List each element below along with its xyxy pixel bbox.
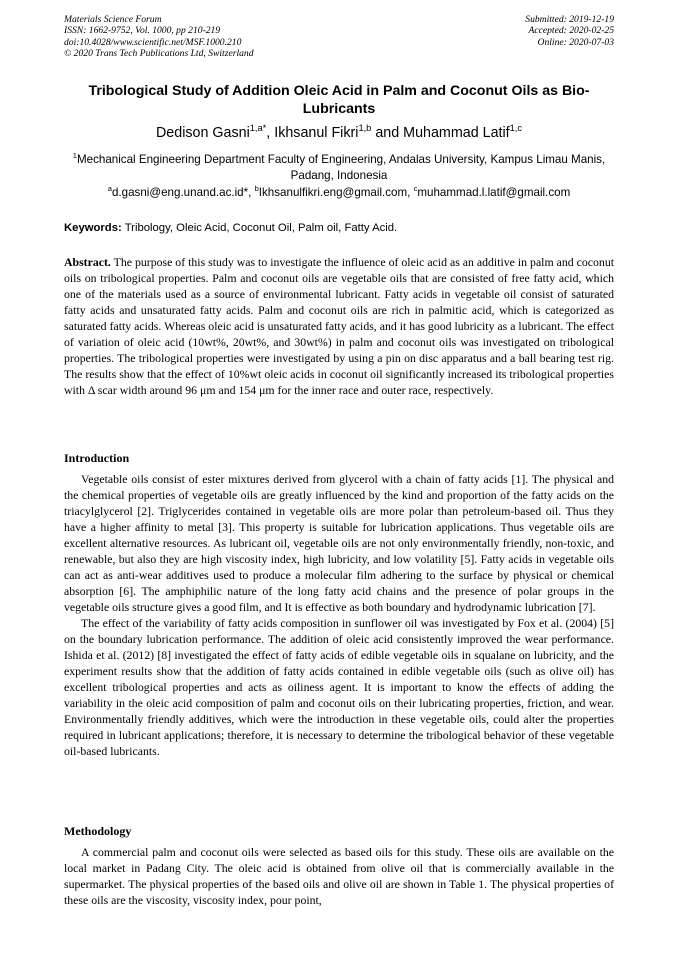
journal-name: Materials Science Forum [64, 14, 162, 25]
methodology-section [64, 844, 614, 908]
submitted-date: Submitted: 2019-12-19 [525, 14, 614, 25]
paragraph: The effect of the variability of fatty acids composition in sunflower oil was investigated by Fox et al. (2004) [5] on the boundary lubrication performance. The addition of oleic acid consistently improved the wear performance. Ishida et al. (2012) [8] investigated the effect of fatty acids of edible vegetable oils in squalane on lubricity, and the experiment results show that the addition of fatty acids contained in edible vegetable oils (such as olive oil) has excellent tribological properties and acts as oiliness agent. It is important to know the effects of adding the variability in the oleic acid composition of palm and coconut oils on their lubricating properties, friction, and wear. Environmentally friendly additives, which were the introduction in these vegetable oils, could alter the properties required in lubricant applications; therefore, it is necessary to determine the tribological behavior of these vegetable oil-based lubricants. [64, 616, 614, 758]
section-heading-methodology: Methodology [64, 824, 132, 838]
author-affil-mark: 1,c [509, 123, 523, 134]
section-heading-introduction: Introduction [64, 451, 130, 465]
keywords [64, 221, 614, 235]
author-separator: , [266, 125, 275, 141]
abstract-text: The purpose of this study was to investigate the influence of oleic acid as an additive in palm and coconut oils on tribological properties. Palm and coconut oils are vegetable oils that are consisted of free fatty acid, which one of the materials used as a source of environmental lubricant. Fatty acids in vegetable oil consist of saturated fatty acids and unsaturated fatty acids. Palm and coconut oils are rich in palmitic acid, which is categorized as saturated fatty acids. Whereas oleic acid is unsaturated fatty acids, and it has good lubricity as a lubricant. The effect of variation of oleic acid (10wt%, 20wt%, and 30wt%) in palm and coconut oils was investigated on tribological properties. The tribological properties were investigated by using a pin on disc apparatus and a ball bearing test rig. The results show that the effect of 10%wt oleic acids in coconut oil significantly increased its tribological properties with Δ scar width around 96 μm and 154 μm for the inner race and outer race, respectively. [64, 255, 614, 397]
affiliation [64, 152, 614, 183]
paragraph: A commercial palm and coconut oils were selected as based oils for this study. These oils are available on the local market in Padang City. The oleic acid is obtained from olive oil that is commercially available in the supermarket. The physical properties of the based oils and olive oil are shown in Table 1. The physical properties of these oils are the viscosity, viscosity index, pour point, [64, 845, 614, 907]
abstract-label: Abstract. [64, 255, 111, 269]
journal-doi: doi:10.4028/www.scientific.net/MSF.1000.210 [64, 36, 242, 48]
email-mark: c [413, 184, 418, 194]
author-name: Dedison Gasni [155, 125, 250, 141]
email-mark: b [254, 184, 259, 194]
author-name: Muhammad Latif [403, 125, 510, 141]
email-address[interactable]: Ikhsanulfikri.eng@gmail.com, [258, 186, 414, 199]
journal-issn: ISSN: 1662-9752, Vol. 1000, pp 210-219 [64, 25, 221, 37]
paragraph: Vegetable oils consist of ester mixtures derived from glycerol with a chain of fatty acids [1]. The physical and the chemical properties of vegetable oils are greatly influenced by the kind and proportion of the fatty acids on the triacylglycerol [2]. Triglycerides contained in vegetable oils are more polar than petroleum-based oil. Thus they have a higher affinity to metal [3]. This property is suitable for lubrication applications. Thus vegetable oils are excellent alternative resources. As lubricant oil, vegetable oils are not only environmentally friendly, non-toxic, and renewable, but also they are high viscosity index, high lubricity, and low volatility [5]. Fatty acids in vegetable oils can act as anti-wear additives used to produce a molecular film adhering to the surface by physical or chemical absorption [6]. The amphiphilic nature of the long fatty acid chains and the presence of polar groups in the vegetable oils structure gives a good film, and It is effective as both boundary and hydrodynamic lubrication [7]. [64, 472, 614, 614]
author-separator: and [371, 125, 404, 141]
author-affil-mark: 1,a* [249, 123, 267, 134]
author-name: Ikhsanul Fikri [274, 125, 359, 141]
author-affil-mark: 1,b [358, 123, 372, 134]
paper-title: Tribological Study of Addition Oleic Acid in Palm and Coconut Oils as Bio-Lubricants [88, 83, 590, 117]
accepted-date: Accepted: 2020-02-25 [528, 25, 614, 37]
affiliation-mark: 1 [72, 151, 77, 161]
affiliation-text: Mechanical Engineering Department Faculty of Engineering, Andalas University, Kampus Limau Manis, Padang, Indonesia [76, 153, 606, 182]
keywords-label: Keywords: [64, 222, 122, 234]
email-address[interactable]: muhammad.l.latif@gmail.com [417, 186, 571, 199]
introduction-section [64, 471, 614, 759]
journal-copyright: © 2020 Trans Tech Publications Ltd, Switzerland [64, 47, 254, 59]
email-address[interactable]: d.gasni@eng.unand.ac.id*, [111, 186, 255, 199]
publication-dates [525, 14, 614, 48]
abstract [64, 254, 614, 398]
online-date: Online: 2020-07-03 [537, 36, 614, 48]
author-list [64, 125, 614, 142]
author-emails [64, 185, 614, 200]
keywords-text: Tribology, Oleic Acid, Coconut Oil, Palm oil, Fatty Acid. [121, 222, 398, 234]
email-mark: a [107, 184, 112, 194]
journal-info [64, 14, 254, 59]
